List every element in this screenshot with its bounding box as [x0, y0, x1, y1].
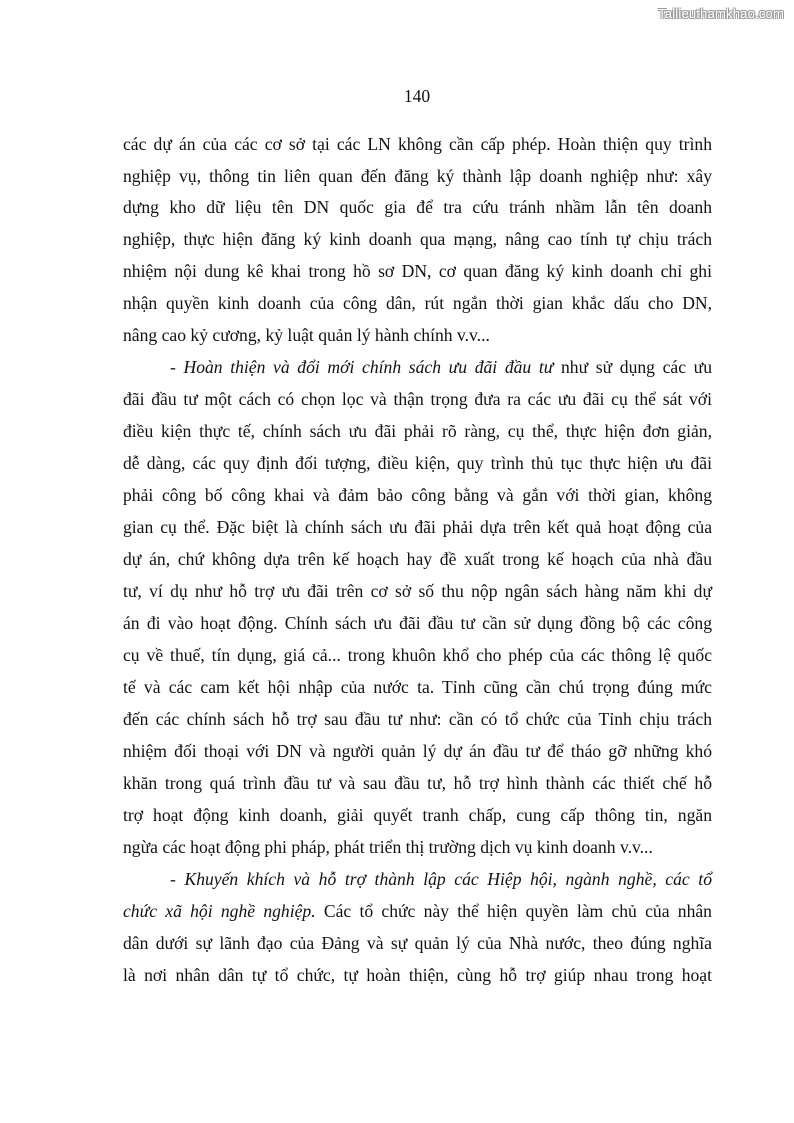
text-line: - Khuyến khích và hỗ trợ thành lập các Hiệp hội, ngành nghề, các tổ: [170, 869, 712, 889]
text-line: điều kiện thực tế, chính sách ưu đãi phải rõ ràng, cụ thể, thực hiện đơn giản,: [123, 421, 712, 441]
text-line: cụ về thuế, tín dụng, giá cả... trong khuôn khổ cho phép của các thông lệ quốc: [123, 645, 712, 665]
text-line: khăn trong quá trình đầu tư và sau đầu tư, hỗ trợ hình thành các thiết chế hỗ: [123, 773, 712, 793]
text-line: ngừa các hoạt động phi pháp, phát triển thị trường dịch vụ kinh doanh v.v...: [123, 837, 653, 857]
text-line: - Hoàn thiện và đổi mới chính sách ưu đãi đầu tư như sử dụng các ưu: [170, 357, 713, 377]
text-line: dễ dàng, các quy định đối tượng, điều kiện, quy trình thủ tục thực hiện ưu đãi: [123, 453, 712, 473]
text-line: các dự án của các cơ sở tại các LN không cần cấp phép. Hoàn thiện quy trình: [123, 134, 712, 154]
text-line: đãi đầu tư một cách có chọn lọc và thận trọng đưa ra các ưu đãi cụ thể sát với: [123, 389, 712, 409]
text-line: dự án, chứ không dựa trên kế hoạch hay đề xuất trong kế hoạch của nhà đầu: [123, 549, 712, 569]
text-line: trợ hoạt động kinh doanh, giải quyết tranh chấp, cung cấp thông tin, ngăn: [123, 805, 712, 825]
text-line: tư, ví dụ như hỗ trợ ưu đãi trên cơ sở số thu nộp ngân sách hàng năm khi dự: [123, 581, 712, 601]
text-line: dựng kho dữ liệu tên DN quốc gia để tra cứu tránh nhầm lẫn tên doanh: [123, 197, 712, 217]
italic-heading: Hoàn thiện và đổi mới chính sách ưu đãi đầu tư: [183, 357, 554, 377]
text-line: đến các chính sách hỗ trợ sau đầu tư như: cần có tổ chức của Tỉnh chịu trách: [123, 709, 712, 729]
text-line: phải công bố công khai và đảm bảo công bằng và gắn với thời gian, không: [123, 485, 712, 505]
italic-heading: chức xã hội nghề nghiệp.: [123, 901, 316, 921]
text-line: nghiệp vụ, thông tin liên quan đến đăng ký thành lập doanh nghiệp như: xây: [123, 166, 712, 186]
page-number: 140: [403, 86, 431, 106]
text-line: chức xã hội nghề nghiệp. Các tổ chức này thể hiện quyền làm chủ của nhân: [123, 901, 712, 921]
text-line: nhiệm đối thoại với DN và người quản lý dự án đầu tư để tháo gỡ những khó: [123, 741, 712, 761]
text-line: nhiệm nội dung kê khai trong hồ sơ DN, cơ quan đăng ký kinh doanh chỉ ghi: [123, 261, 712, 281]
text-line: tế và các cam kết hội nhập của nước ta. Tỉnh cũng cần chú trọng đúng mức: [123, 677, 712, 697]
watermark: Tailieuthamkhao.com: [658, 6, 784, 21]
text-line: nhận quyền kinh doanh của công dân, rút ngắn thời gian khắc dấu cho DN,: [123, 293, 712, 313]
text-line: án đi vào hoạt động. Chính sách ưu đãi đầu tư cần sử dụng đồng bộ các công: [123, 613, 712, 633]
italic-heading: Khuyến khích và hỗ trợ thành lập các Hiệp hội, ngành nghề, các tổ: [184, 869, 712, 889]
text-line: dân dưới sự lãnh đạo của Đảng và sự quản lý của Nhà nước, theo đúng nghĩa: [123, 933, 712, 953]
text-line: gian cụ thể. Đặc biệt là chính sách ưu đãi phải dựa trên kết quả hoạt động của: [123, 517, 712, 537]
text-line: nghiệp, thực hiện đăng ký kinh doanh qua mạng, nâng cao tính tự chịu trách: [123, 229, 712, 249]
text-line: là nơi nhân dân tự tổ chức, tự hoàn thiện, cùng hỗ trợ giúp nhau trong hoạt: [123, 965, 712, 985]
text-line: nâng cao kỷ cương, kỷ luật quản lý hành chính v.v...: [123, 325, 490, 345]
